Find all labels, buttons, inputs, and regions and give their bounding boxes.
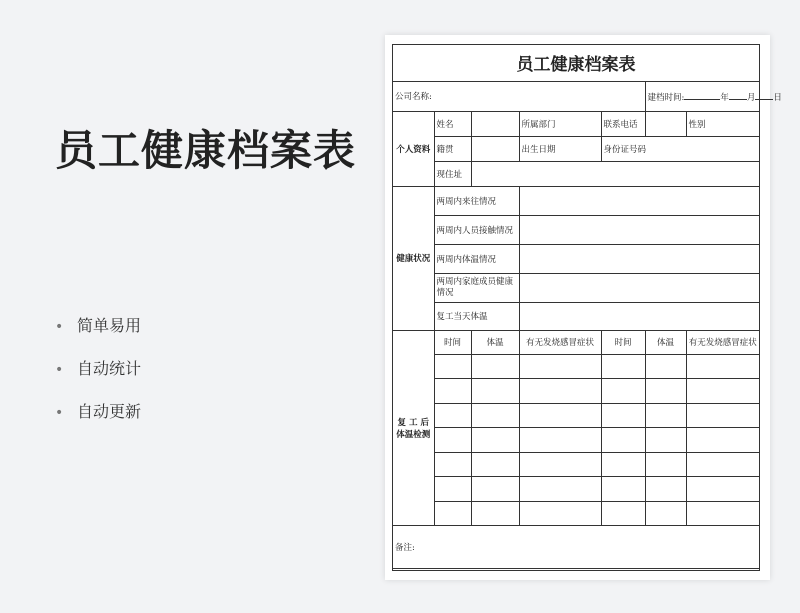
- temp-cell[interactable]: [471, 452, 519, 477]
- temp-cell[interactable]: [686, 501, 759, 526]
- month-unit: 月: [746, 92, 756, 103]
- id-number-label: 身份证号码: [601, 136, 759, 161]
- feature-list: [55, 312, 141, 441]
- temp-cell[interactable]: [434, 379, 471, 404]
- temp-cell[interactable]: [686, 477, 759, 502]
- health-row-value[interactable]: [519, 273, 759, 302]
- health-row-value[interactable]: [519, 302, 759, 330]
- temp-cell[interactable]: [519, 452, 601, 477]
- temp-header-time: 时间: [434, 330, 471, 354]
- temp-cell[interactable]: [645, 477, 686, 502]
- temp-cell[interactable]: [645, 452, 686, 477]
- record-date-field[interactable]: [645, 81, 782, 111]
- temp-cell[interactable]: [519, 501, 601, 526]
- feature-item: [55, 398, 141, 441]
- temp-row: [393, 477, 759, 502]
- temp-cell[interactable]: [686, 379, 759, 404]
- health-row-value[interactable]: [519, 244, 759, 273]
- temp-cell[interactable]: [645, 354, 686, 379]
- temp-cell[interactable]: [434, 477, 471, 502]
- remarks-label: 备注:: [395, 543, 415, 553]
- year-unit: 年: [720, 92, 729, 103]
- temp-cell[interactable]: [686, 354, 759, 379]
- health-row-label: 复工当天体温: [434, 302, 519, 330]
- temp-cell[interactable]: [471, 428, 519, 453]
- temp-cell[interactable]: [519, 477, 601, 502]
- section-temperature: 复 工 后 体温检测: [393, 330, 434, 526]
- feature-item: [55, 312, 141, 355]
- feature-label: 简单易用: [77, 316, 142, 335]
- feature-label: 自动统计: [77, 359, 142, 378]
- temp-cell[interactable]: [471, 403, 519, 428]
- temp-cell[interactable]: [434, 501, 471, 526]
- temp-cell[interactable]: [601, 428, 645, 453]
- temp-cell[interactable]: [645, 403, 686, 428]
- temp-cell[interactable]: [519, 354, 601, 379]
- temp-cell[interactable]: [471, 379, 519, 404]
- temp-cell[interactable]: [645, 428, 686, 453]
- date-label: 建档时间:: [647, 92, 685, 103]
- remarks-field[interactable]: [393, 526, 759, 569]
- origin-label: 籍贯: [434, 136, 471, 161]
- temp-cell[interactable]: [601, 403, 645, 428]
- temp-cell[interactable]: [686, 428, 759, 453]
- form-table: [393, 45, 782, 569]
- temp-cell[interactable]: [601, 501, 645, 526]
- temp-cell[interactable]: [519, 428, 601, 453]
- temp-header-symptoms: 有无发烧感冒症状: [519, 330, 601, 354]
- health-row-label: 两周内家庭成员健康情况: [434, 273, 519, 302]
- temp-row: [393, 428, 759, 453]
- temp-row: [393, 452, 759, 477]
- temp-header-time: 时间: [601, 330, 645, 354]
- temp-cell[interactable]: [601, 452, 645, 477]
- temp-row: [393, 354, 759, 379]
- address-value[interactable]: [471, 161, 759, 186]
- feature-label: 自动更新: [77, 402, 142, 421]
- temp-cell[interactable]: [601, 477, 645, 502]
- day-unit: 日: [773, 92, 782, 103]
- health-row-label: 两周内人员接触情况: [434, 215, 519, 244]
- phone-label: 联系电话: [601, 111, 645, 136]
- section-personal: 个人资料: [393, 111, 434, 186]
- company-label: 公司名称:: [395, 92, 432, 102]
- temp-cell[interactable]: [601, 379, 645, 404]
- year-blank: [684, 90, 720, 100]
- temp-cell[interactable]: [434, 403, 471, 428]
- temp-header-temperature: 体温: [471, 330, 519, 354]
- form-title: 员工健康档案表: [393, 45, 759, 81]
- temp-cell[interactable]: [686, 403, 759, 428]
- temp-cell[interactable]: [519, 379, 601, 404]
- health-row-value[interactable]: [519, 215, 759, 244]
- temp-cell[interactable]: [601, 354, 645, 379]
- month-blank: [729, 90, 747, 100]
- birth-date-label: 出生日期: [519, 136, 601, 161]
- temp-row: [393, 379, 759, 404]
- health-row-value[interactable]: [519, 186, 759, 215]
- temp-cell[interactable]: [434, 354, 471, 379]
- health-record-form: [392, 44, 782, 571]
- temp-cell[interactable]: [686, 452, 759, 477]
- day-blank: [755, 90, 773, 100]
- document-preview: [385, 35, 782, 580]
- temp-row: [393, 403, 759, 428]
- feature-item: [55, 355, 141, 398]
- section-health: 健康状况: [393, 186, 434, 330]
- origin-value[interactable]: [471, 136, 519, 161]
- bullet-icon: •: [55, 405, 64, 421]
- temp-cell[interactable]: [434, 452, 471, 477]
- department-label: 所属部门: [519, 111, 601, 136]
- company-name-field[interactable]: [393, 81, 645, 111]
- health-row-label: 两周内来往情况: [434, 186, 519, 215]
- name-value[interactable]: [471, 111, 519, 136]
- temp-row: [393, 501, 759, 526]
- temp-cell[interactable]: [471, 477, 519, 502]
- hero-title: 员工健康档案表: [55, 126, 357, 175]
- bullet-icon: •: [55, 319, 64, 335]
- temp-cell[interactable]: [519, 403, 601, 428]
- temp-cell[interactable]: [645, 379, 686, 404]
- bullet-icon: •: [55, 362, 64, 378]
- temp-cell[interactable]: [471, 354, 519, 379]
- address-label: 现住址: [434, 161, 471, 186]
- temp-cell[interactable]: [645, 501, 686, 526]
- gender-label: 性别: [686, 111, 759, 136]
- temp-header-symptoms: 有无发烧感冒症状: [686, 330, 759, 354]
- temp-header-temperature: 体温: [645, 330, 686, 354]
- name-label: 姓名: [434, 111, 471, 136]
- phone-value[interactable]: [645, 111, 686, 136]
- health-row-label: 两周内体温情况: [434, 244, 519, 273]
- temp-cell[interactable]: [471, 501, 519, 526]
- temp-cell[interactable]: [434, 428, 471, 453]
